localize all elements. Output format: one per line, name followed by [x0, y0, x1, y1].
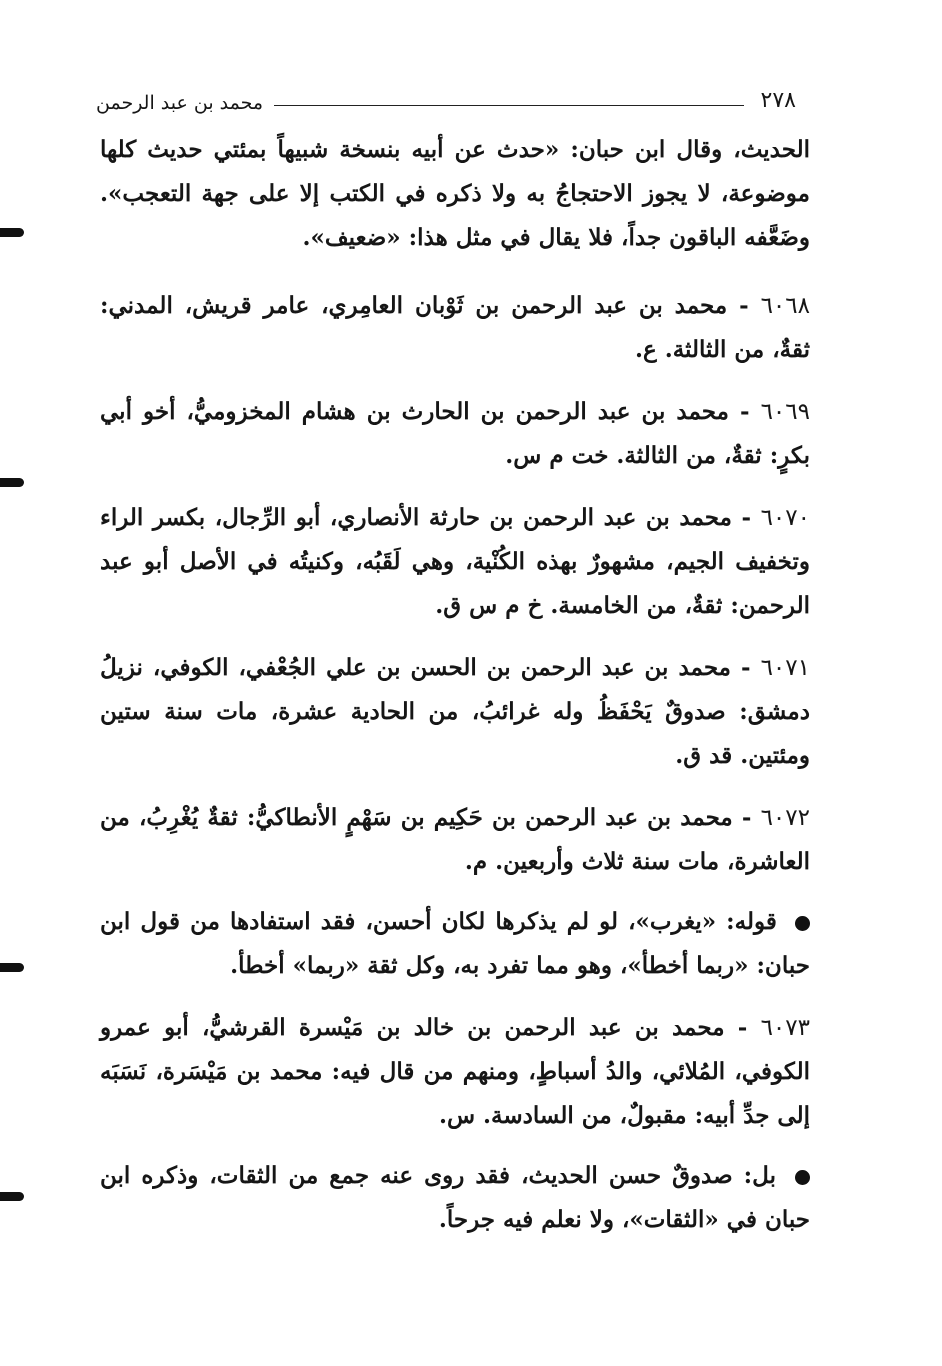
- note-text: قوله: «يغرب»، لو لم يذكرها لكان أحسن، فقد استفادها من قول ابن حبان: «ربما أخطأ»، وهو مما تفرد به، وكل ثقة «ربما» أخطأ.: [100, 908, 810, 979]
- entry-text: - محمد بن عبد الرحمن بن خالد بن مَيْسرة القرشيُّ، أبو عمرو الكوفي، المُلائي، والدُ أسباطٍ، ومنهم من قال فيه: محمد بن مَيْسَرة، نَسَبَه إلى جدِّ أبيه: مقبولٌ، من السادسة. س.: [100, 1014, 810, 1129]
- margin-mark: [0, 1192, 24, 1201]
- page-number: ٢٧٨: [760, 88, 796, 113]
- entry-text: - محمد بن عبد الرحمن بن الحسن بن علي الجُعْفي، الكوفي، نزيلُ دمشق: صدوقٌ يَحْفَظُ وله غرائبُ، من الحادية عشرة، مات سنة ستين ومئتين. قد ق.: [100, 654, 810, 769]
- paragraph-text: الحديث، وقال ابن حبان: «حدث عن أبيه بنسخة شبيهاً بمئتي حديث كلها موضوعة، لا يجوز الاحتجاجُ به ولا ذكره في الكتب إلا على جهة التعجب». وضَعَّفه الباقون جداً، فلا يقال في مثل هذا: «ضعيف».: [100, 136, 810, 251]
- entry-6068: [100, 284, 810, 372]
- margin-mark: [0, 963, 24, 972]
- bullet-dot-icon: [795, 1170, 810, 1185]
- entry-number: ٦٠٦٩: [760, 399, 810, 425]
- margin-mark: [0, 478, 24, 487]
- margin-mark: [0, 228, 24, 237]
- note-6072: [100, 900, 810, 988]
- entry-number: ٦٠٧٠: [760, 505, 810, 531]
- running-title: محمد بن عبد الرحمن: [96, 92, 264, 114]
- entry-number: ٦٠٧١: [760, 655, 810, 681]
- header-rule: [274, 105, 744, 106]
- entry-6071: [100, 646, 810, 778]
- entry-6072: [100, 796, 810, 884]
- entry-number: ٦٠٦٨: [760, 293, 810, 319]
- entry-6073: [100, 1006, 810, 1138]
- entry-text: - محمد بن عبد الرحمن بن الحارث بن هشام المخزوميُّ، أخو أبي بكرٍ: ثقةٌ، من الثالثة. خت م س.: [100, 398, 810, 469]
- entry-text: - محمد بن عبد الرحمن بن حارثة الأنصاري، أبو الرِّجال، بكسر الراء وتخفيف الجيم، مشهورٌ بهذه الكُنْية، وهي لَقَبُه، وكنيتُه في الأصل أبو عبد الرحمن: ثقةٌ، من الخامسة. خ م س ق.: [100, 504, 810, 619]
- note-text: بل: صدوقٌ حسن الحديث، فقد روى عنه جمع من الثقات، وذكره ابن حبان في «الثقات»، ولا نعلم فيه جرحاً.: [100, 1162, 810, 1233]
- entry-6069: [100, 390, 810, 478]
- entry-6070: [100, 496, 810, 628]
- bullet-dot-icon: [795, 916, 810, 931]
- entry-text: - محمد بن عبد الرحمن بن حَكِيم بن سَهْمٍ الأنطاكيُّ: ثقةٌ يُغْرِبُ، من العاشرة، مات سنة ثلاث وأربعين. م.: [100, 804, 810, 875]
- entry-number: ٦٠٧٣: [760, 1015, 810, 1041]
- page-header: [96, 88, 796, 122]
- paragraph-continuation: [100, 128, 810, 260]
- entry-text: - محمد بن عبد الرحمن بن ثَوْبان العامِري، عامر قريش، المدني: ثقةٌ، من الثالثة. ع.: [100, 292, 810, 363]
- note-6073: [100, 1154, 810, 1242]
- body-text: [100, 128, 810, 1260]
- entry-number: ٦٠٧٢: [760, 805, 810, 831]
